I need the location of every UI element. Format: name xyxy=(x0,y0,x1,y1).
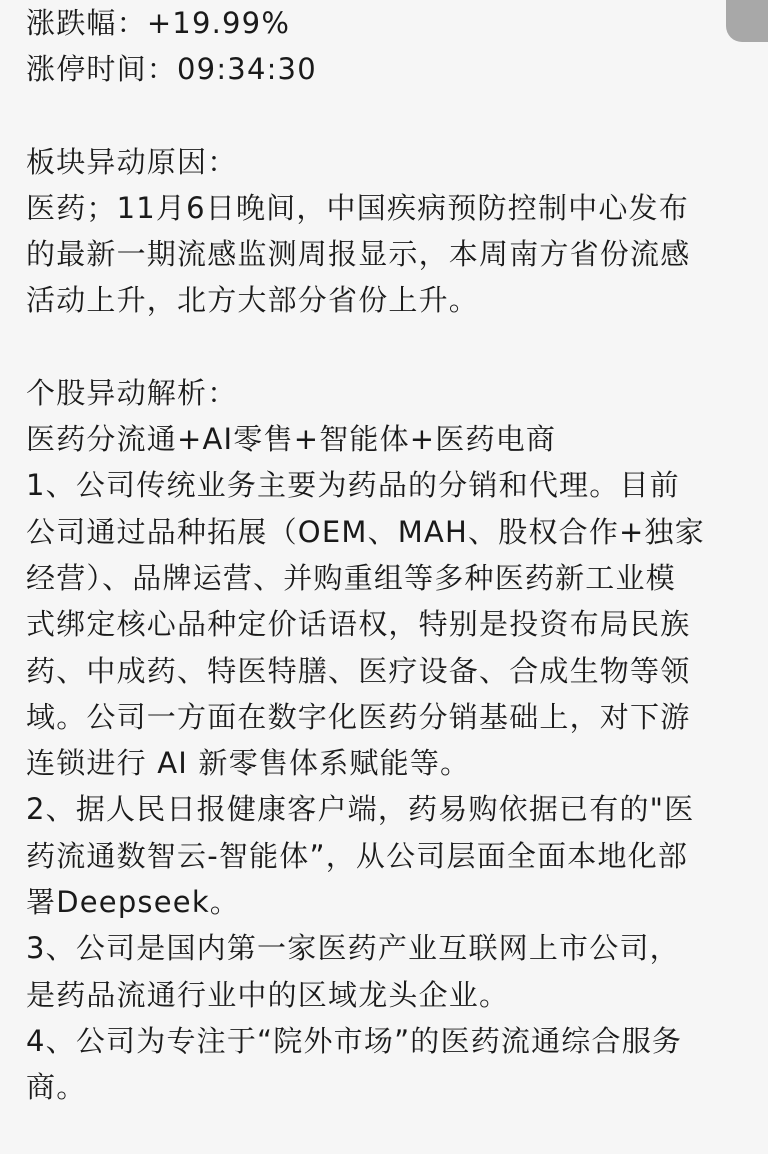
limit-up-time-label: 涨停时间： xyxy=(26,52,178,87)
spacer xyxy=(26,93,746,139)
point-4-line: 4、公司为专注于“院外市场”的医药流通综合服务 xyxy=(26,1023,683,1058)
sector-paragraph-line: 的最新一期流感监测周报显示，本周南方省份流感 xyxy=(26,237,691,272)
stock-theme: 医药分流通+AI零售+智能体+医药电商 xyxy=(26,422,557,457)
limit-up-time-value: 09:34:30 xyxy=(177,52,317,87)
point-1-line: 药、中成药、特医特膳、医疗设备、合成生物等领 xyxy=(26,653,691,688)
point-3-line: 3、公司是国内第一家医药产业互联网上市公司， xyxy=(26,931,680,966)
point-2-line: 署Deepseek。 xyxy=(26,885,241,920)
point-1-line: 连锁进行 AI 新零售体系赋能等。 xyxy=(26,746,471,781)
point-4-line: 商。 xyxy=(26,1070,87,1105)
point-1-line: 域。公司一方面在数字化医药分销基础上，对下游 xyxy=(26,699,691,734)
sector-title: 板块异动原因： xyxy=(26,144,238,179)
sector-paragraph-line: 医药；11月6日晚间，中国疾病预防控制中心发布 xyxy=(26,190,689,225)
point-3-line: 是药品流通行业中的区域龙头企业。 xyxy=(26,977,510,1012)
point-2-line: 2、据人民日报健康客户端，药易购依据已有的"医 xyxy=(26,792,695,827)
spacer xyxy=(26,324,746,370)
point-2-line: 药流通数智云-智能体”，从公司层面全面本地化部 xyxy=(26,838,689,873)
stock-title: 个股异动解析： xyxy=(26,375,238,410)
price-change-label: 涨跌幅： xyxy=(26,6,147,40)
price-change-line xyxy=(26,0,746,46)
sector-paragraph-line: 活动上升，北方大部分省份上升。 xyxy=(26,283,480,318)
point-1-line: 公司通过品种拓展（OEM、MAH、股权合作+独家 xyxy=(26,514,705,549)
limit-up-time-line xyxy=(26,46,746,92)
article-content xyxy=(26,0,746,1111)
price-change-value: +19.99% xyxy=(146,6,291,40)
point-1-line: 经营）、品牌运营、并购重组等多种医药新工业模 xyxy=(26,560,676,595)
point-1-line: 式绑定核心品种定价话语权，特别是投资布局民族 xyxy=(26,607,691,642)
point-1-line: 1、公司传统业务主要为药品的分销和代理。目前 xyxy=(26,468,680,503)
